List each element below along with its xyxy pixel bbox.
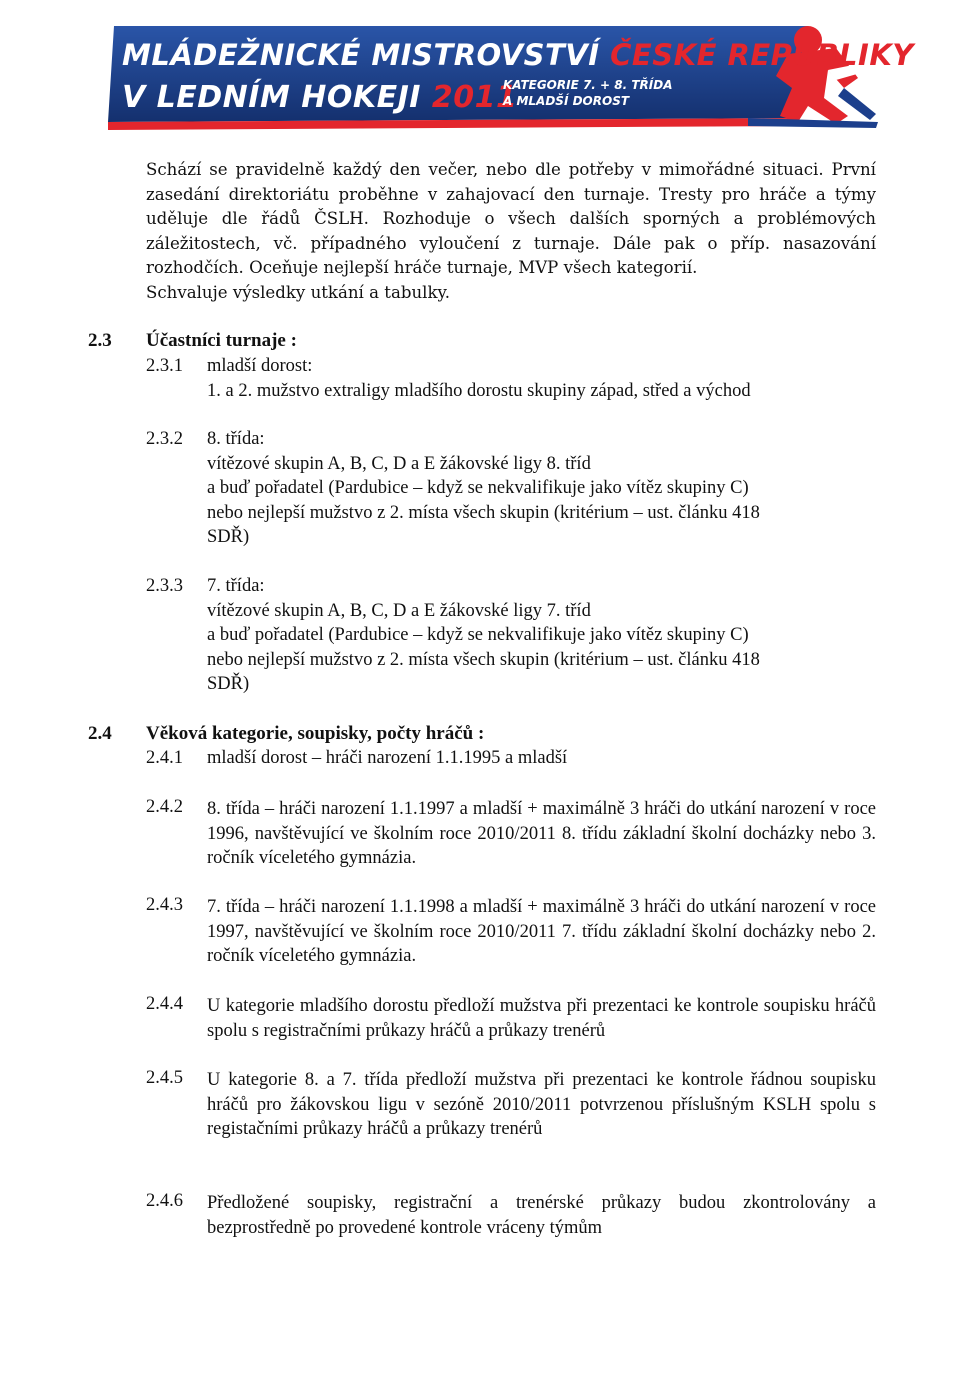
item-2-4-3-text: 7. třída – hráči narození 1.1.1998 a mladší + maximálně 3 hráči do utkání narození v roce 1997, navštěvující ve školním roce 2010/2011 7. třídu základní školní docházky nebo 2. ročník víceletého gymnázia.	[207, 897, 876, 966]
item-2-3-1-title: mladší dorost:	[207, 356, 313, 376]
intro-paragraph: Schází se pravidelně každý den večer, nebo dle potřeby v mimořádné situaci. První zasedání direktoriátu proběhne v zahajovací den turnaje. Tresty pro hráče a týmy uděluje dle řádů ČSLH. Rozhoduje o všech dalších sporných a problémových záležitostech, vč. případného vyloučení z turnaje. Dále pak o příp. nasazování rozhodčích. Oceňuje nejlepší hráče turnaje, MVP všech kategorií. Schvaluje výsledky utkání a tabulky.	[146, 160, 876, 302]
item-2-3-2-number: 2.3.2	[146, 429, 183, 449]
item-2-4-6-text: Předložené soupisky, registrační a trenérské průkazy budou zkontrolovány a bezprostředně po provedené kontrole vráceny týmům	[207, 1193, 876, 1238]
item-2-4-1-number: 2.4.1	[146, 748, 183, 768]
banner-subtitle-category: KATEGORIE 7. + 8. TŘÍDA	[503, 78, 673, 92]
section-2-4-title: Věková kategorie, soupisky, počty hráčů :	[146, 723, 485, 744]
item-2-4-2-number: 2.4.2	[146, 797, 183, 817]
item-2-4-1-text: mladší dorost – hráči narození 1.1.1995 a mladší	[207, 748, 568, 768]
item-2-3-2-line4: SDŘ)	[207, 527, 250, 547]
banner-subtitle-dorost: A MLADŠÍ DOROST	[503, 94, 630, 108]
banner-title-line1: MLÁDEŽNICKÉ MISTROVSTVÍ ČESKÉ REPUBLIKY	[122, 38, 914, 72]
item-2-3-3-line4: SDŘ)	[207, 674, 250, 694]
item-2-3-3-line1: vítězové skupin A, B, C, D a E žákovské ligy 7. tříd	[207, 601, 591, 621]
item-2-4-4-text: U kategorie mladšího dorostu předloží mužstva při prezentaci ke kontrole soupisku hráčů spolu s registračními průkazy hráčů a průkazy trenérů	[207, 996, 876, 1041]
banner-title-line2: V LEDNÍM HOKEJI 2011	[122, 80, 518, 115]
item-2-3-3-line2: a buď pořadatel (Pardubice – když se nekvalifikuje jako vítěz skupiny C)	[207, 625, 749, 645]
item-2-3-2-line3: nebo nejlepší mužstvo z 2. místa všech skupin (kritérium – ust. článku 418	[207, 503, 760, 523]
section-2-3-number: 2.3	[88, 330, 112, 351]
item-2-3-1-text: 1. a 2. mužstvo extraligy mladšího dorostu skupiny západ, střed a východ	[207, 381, 751, 401]
item-2-4-5-text: U kategorie 8. a 7. třída předloží mužstva při prezentaci ke kontrole řádnou soupisku hráčů pro žákovskou ligu v sezóně 2010/2011 potvrzenou příslušným KSLH spolu s registačními průkazy hráčů a průkazy trenérů	[207, 1070, 876, 1139]
item-2-3-2-line1: vítězové skupin A, B, C, D a E žákovské ligy 8. tříd	[207, 454, 591, 474]
item-2-3-1-number: 2.3.1	[146, 356, 183, 376]
item-2-4-6-number: 2.4.6	[146, 1191, 183, 1211]
item-2-4-5-number: 2.4.5	[146, 1068, 183, 1088]
item-2-4-4-number: 2.4.4	[146, 994, 183, 1014]
item-2-3-3-number: 2.3.3	[146, 576, 183, 596]
item-2-3-3-line3: nebo nejlepší mužstvo z 2. místa všech skupin (kritérium – ust. článku 418	[207, 650, 760, 670]
section-2-3-title: Účastníci turnaje :	[146, 330, 297, 351]
item-2-4-3-number: 2.4.3	[146, 895, 183, 915]
item-2-4-2-text: 8. třída – hráči narození 1.1.1997 a mladší + maximálně 3 hráči do utkání narození v roce 1996, navštěvující ve školním roce 2010/2011 8. třídu základní školní docházky nebo 3. ročník víceletého gymnázia.	[207, 799, 876, 868]
item-2-3-3-title: 7. třída:	[207, 576, 265, 596]
item-2-3-2-line2: a buď pořadatel (Pardubice – když se nekvalifikuje jako vítěz skupiny C)	[207, 478, 749, 498]
item-2-3-2-title: 8. třída:	[207, 429, 265, 449]
section-2-4-number: 2.4	[88, 723, 112, 744]
header-banner	[108, 18, 914, 130]
